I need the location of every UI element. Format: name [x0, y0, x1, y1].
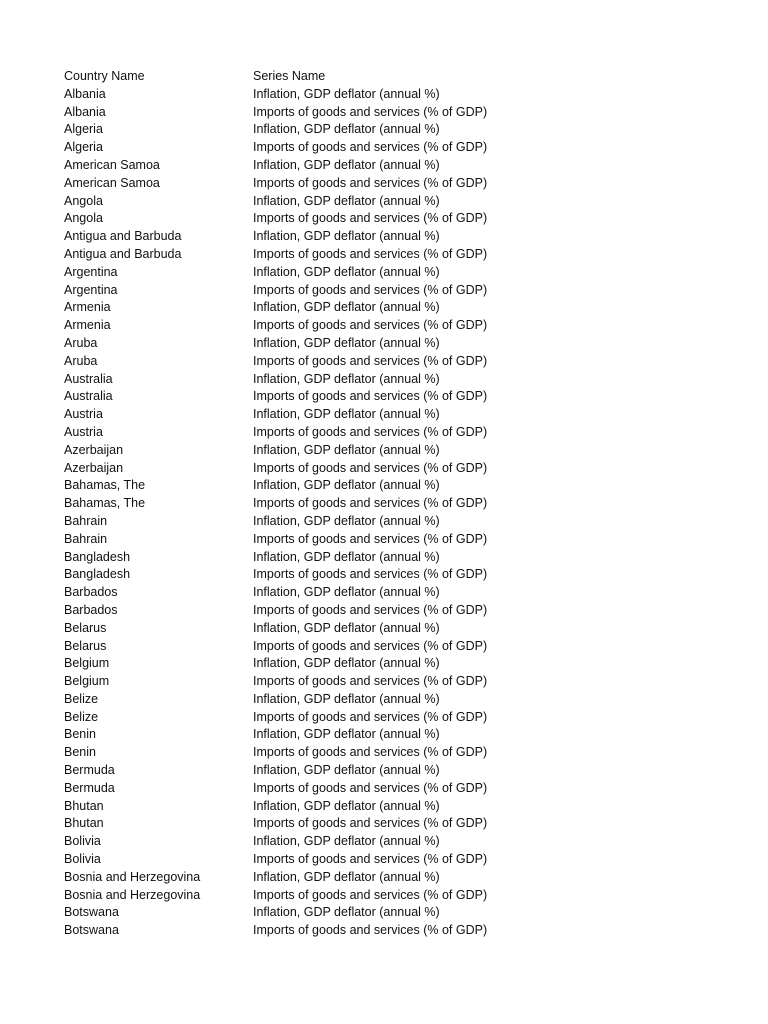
cell-country-name: Belize — [64, 709, 99, 724]
cell-series-name: Imports of goods and services (% of GDP) — [253, 709, 488, 724]
cell-series-name: Inflation, GDP deflator (annual %) — [253, 264, 440, 279]
cell-country-name: Bangladesh — [64, 567, 131, 582]
cell-country-name: Belgium — [64, 674, 110, 689]
cell-series-name: Inflation, GDP deflator (annual %) — [253, 407, 440, 422]
table-row — [64, 869, 704, 887]
cell-country-name: Armenia — [64, 300, 111, 315]
cell-country-name: Bosnia and Herzegovina — [64, 887, 201, 902]
cell-series-name: Inflation, GDP deflator (annual %) — [253, 905, 440, 920]
table-row — [64, 833, 704, 851]
table-row — [64, 317, 704, 335]
cell-country-name: American Samoa — [64, 157, 160, 172]
table-row — [64, 495, 704, 513]
table-row — [64, 210, 704, 228]
cell-series-name: Inflation, GDP deflator (annual %) — [253, 300, 440, 315]
cell-series-name: Inflation, GDP deflator (annual %) — [253, 442, 440, 457]
cell-series-name: Inflation, GDP deflator (annual %) — [253, 122, 440, 137]
cell-series-name: Imports of goods and services (% of GDP) — [253, 567, 488, 582]
cell-series-name: Inflation, GDP deflator (annual %) — [253, 549, 440, 564]
table-row — [64, 709, 704, 727]
table-row — [64, 691, 704, 709]
cell-country-name: Austria — [64, 424, 103, 439]
cell-country-name: Bahrain — [64, 513, 108, 528]
cell-series-name: Inflation, GDP deflator (annual %) — [253, 478, 440, 493]
cell-series-name: Imports of goods and services (% of GDP) — [253, 531, 488, 546]
cell-country-name: Belize — [64, 691, 99, 706]
cell-country-name: Aruba — [64, 353, 98, 368]
cell-country-name: Bolivia — [64, 852, 101, 867]
table-row — [64, 584, 704, 602]
cell-country-name: Bahamas, The — [64, 478, 146, 493]
cell-series-name: Imports of goods and services (% of GDP) — [253, 246, 488, 261]
cell-country-name: Algeria — [64, 122, 103, 137]
cell-series-name: Imports of goods and services (% of GDP) — [253, 211, 488, 226]
cell-series-name: Imports of goods and services (% of GDP) — [253, 780, 488, 795]
cell-country-name: Antigua and Barbuda — [64, 246, 182, 261]
cell-country-name: Barbados — [64, 602, 118, 617]
cell-series-name: Inflation, GDP deflator (annual %) — [253, 335, 440, 350]
cell-series-name: Imports of goods and services (% of GDP) — [253, 887, 488, 902]
cell-country-name: Bermuda — [64, 780, 115, 795]
cell-country-name: Albania — [64, 86, 106, 101]
cell-country-name: Bhutan — [64, 798, 104, 813]
cell-country-name: Argentina — [64, 282, 118, 297]
cell-series-name: Imports of goods and services (% of GDP) — [253, 140, 488, 155]
table-row — [64, 406, 704, 424]
cell-country-name: Angola — [64, 211, 103, 226]
cell-series-name: Inflation, GDP deflator (annual %) — [253, 869, 440, 884]
cell-country-name: Armenia — [64, 318, 111, 333]
table-row — [64, 851, 704, 869]
cell-series-name: Inflation, GDP deflator (annual %) — [253, 763, 440, 778]
cell-series-name: Imports of goods and services (% of GDP) — [253, 745, 488, 760]
table-row — [64, 104, 704, 122]
table-row — [64, 673, 704, 691]
cell-country-name: Australia — [64, 389, 113, 404]
table-row — [64, 353, 704, 371]
cell-country-name: Albania — [64, 104, 106, 119]
table-row — [64, 299, 704, 317]
cell-series-name: Imports of goods and services (% of GDP) — [253, 389, 488, 404]
cell-series-name: Inflation, GDP deflator (annual %) — [253, 86, 440, 101]
table-row — [64, 726, 704, 744]
table-row — [64, 513, 704, 531]
cell-country-name: Botswana — [64, 905, 119, 920]
table-row — [64, 549, 704, 567]
header-series-name: Series Name — [253, 69, 326, 83]
cell-country-name: Belarus — [64, 638, 107, 653]
cell-series-name: Imports of goods and services (% of GDP) — [253, 638, 488, 653]
cell-series-name: Imports of goods and services (% of GDP) — [253, 460, 488, 475]
cell-series-name: Imports of goods and services (% of GDP) — [253, 175, 488, 190]
cell-country-name: Australia — [64, 371, 113, 386]
table-row — [64, 139, 704, 157]
table-row — [64, 762, 704, 780]
cell-country-name: Argentina — [64, 264, 118, 279]
cell-country-name: Bolivia — [64, 834, 101, 849]
cell-series-name: Imports of goods and services (% of GDP) — [253, 602, 488, 617]
cell-series-name: Inflation, GDP deflator (annual %) — [253, 656, 440, 671]
cell-country-name: Antigua and Barbuda — [64, 229, 182, 244]
table-row — [64, 780, 704, 798]
table-row — [64, 460, 704, 478]
cell-country-name: Azerbaijan — [64, 460, 124, 475]
cell-country-name: Benin — [64, 727, 96, 742]
table-row — [64, 175, 704, 193]
table-row — [64, 904, 704, 922]
cell-series-name: Inflation, GDP deflator (annual %) — [253, 371, 440, 386]
table-row — [64, 86, 704, 104]
cell-country-name: Botswana — [64, 923, 119, 938]
cell-country-name: Algeria — [64, 140, 103, 155]
table-row — [64, 388, 704, 406]
cell-series-name: Imports of goods and services (% of GDP) — [253, 496, 488, 511]
table-row — [64, 477, 704, 495]
table-row — [64, 424, 704, 442]
table-row — [64, 744, 704, 762]
table-row — [64, 264, 704, 282]
table-row — [64, 566, 704, 584]
cell-series-name: Imports of goods and services (% of GDP) — [253, 674, 488, 689]
table-body — [64, 86, 704, 940]
cell-series-name: Imports of goods and services (% of GDP) — [253, 318, 488, 333]
cell-series-name: Inflation, GDP deflator (annual %) — [253, 585, 440, 600]
cell-series-name: Imports of goods and services (% of GDP) — [253, 923, 488, 938]
table-row — [64, 193, 704, 211]
cell-country-name: Aruba — [64, 335, 98, 350]
cell-country-name: Barbados — [64, 585, 118, 600]
table-header-row — [64, 68, 704, 86]
cell-country-name: Belarus — [64, 620, 107, 635]
cell-country-name: Bangladesh — [64, 549, 131, 564]
table-row — [64, 282, 704, 300]
table-row — [64, 655, 704, 673]
table-row — [64, 121, 704, 139]
cell-country-name: Benin — [64, 745, 96, 760]
cell-country-name: Angola — [64, 193, 103, 208]
table-row — [64, 371, 704, 389]
table-row — [64, 246, 704, 264]
table-row — [64, 335, 704, 353]
table-row — [64, 620, 704, 638]
cell-series-name: Imports of goods and services (% of GDP) — [253, 282, 488, 297]
cell-series-name: Imports of goods and services (% of GDP) — [253, 852, 488, 867]
table-row — [64, 638, 704, 656]
cell-series-name: Inflation, GDP deflator (annual %) — [253, 620, 440, 635]
cell-country-name: Austria — [64, 407, 103, 422]
cell-series-name: Inflation, GDP deflator (annual %) — [253, 798, 440, 813]
cell-country-name: Bosnia and Herzegovina — [64, 869, 201, 884]
table-row — [64, 442, 704, 460]
cell-series-name: Inflation, GDP deflator (annual %) — [253, 691, 440, 706]
cell-series-name: Inflation, GDP deflator (annual %) — [253, 834, 440, 849]
cell-series-name: Inflation, GDP deflator (annual %) — [253, 727, 440, 742]
cell-series-name: Inflation, GDP deflator (annual %) — [253, 229, 440, 244]
cell-series-name: Imports of goods and services (% of GDP) — [253, 104, 488, 119]
table-row — [64, 922, 704, 940]
header-country-name: Country Name — [64, 69, 145, 83]
table-row — [64, 157, 704, 175]
table-row — [64, 602, 704, 620]
cell-country-name: American Samoa — [64, 175, 160, 190]
cell-country-name: Belgium — [64, 656, 110, 671]
table-row — [64, 798, 704, 816]
table-row — [64, 887, 704, 905]
cell-country-name: Bahrain — [64, 531, 108, 546]
data-table — [64, 68, 704, 940]
cell-series-name: Imports of goods and services (% of GDP) — [253, 816, 488, 831]
table-row — [64, 228, 704, 246]
table-row — [64, 531, 704, 549]
cell-country-name: Bermuda — [64, 763, 115, 778]
cell-country-name: Bhutan — [64, 816, 104, 831]
cell-country-name: Azerbaijan — [64, 442, 124, 457]
cell-series-name: Inflation, GDP deflator (annual %) — [253, 157, 440, 172]
cell-series-name: Inflation, GDP deflator (annual %) — [253, 513, 440, 528]
cell-country-name: Bahamas, The — [64, 496, 146, 511]
cell-series-name: Imports of goods and services (% of GDP) — [253, 353, 488, 368]
table-row — [64, 815, 704, 833]
cell-series-name: Imports of goods and services (% of GDP) — [253, 424, 488, 439]
cell-series-name: Inflation, GDP deflator (annual %) — [253, 193, 440, 208]
